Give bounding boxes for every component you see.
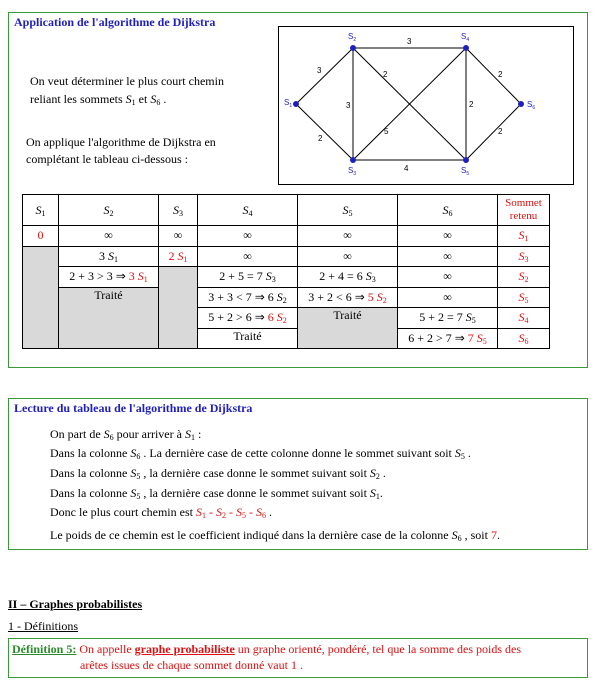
- svg-text:S6: $S_6$: [527, 100, 536, 111]
- node-s2: [350, 45, 356, 51]
- apply-text: [26, 134, 216, 168]
- subsection-heading: 1 - Définitions: [8, 619, 78, 633]
- header-sommet-retenu: Sommet retenu: [498, 195, 550, 226]
- svg-text:2: 2: [318, 134, 323, 143]
- lecture-line-1: On part de $S_6$ pour arriver à $S_1$ :: [50, 427, 202, 442]
- node-s6: [518, 101, 524, 107]
- lecture-title: Lecture du tableau de l'algorithme de Dijkstra: [14, 401, 253, 415]
- svg-text:2: 2: [498, 127, 503, 136]
- definition-label: Définition 5:: [12, 642, 77, 656]
- traite-s4: Traité: [198, 328, 298, 349]
- svg-text:4: 4: [404, 164, 409, 173]
- lecture-line-6: Le poids de ce chemin est le coefficient indiqué dans la dernière case de la colonne $S_6$ , soit 7.: [50, 528, 500, 543]
- table-row: 3 $S_1$ 2 $S_1$ ∞ ∞ ∞ $S_3$: [23, 246, 550, 267]
- node-s1: [293, 101, 299, 107]
- application-title: Application de l'algorithme de Dijkstra: [14, 15, 216, 29]
- lecture-line-4: Dans la colonne $S_5$ , la dernière case donne le sommet suivant soit $S_1$.: [50, 486, 383, 501]
- dijkstra-table: [22, 194, 550, 349]
- svg-text:2: 2: [498, 70, 503, 79]
- header-s2: $S_2$: [59, 195, 159, 226]
- apply-line-1: On applique l'algorithme de Dijkstra en: [26, 135, 216, 149]
- table-row: 0 ∞ ∞ ∞ ∞ ∞ $S_1$: [23, 226, 550, 247]
- svg-text:S3: $S_3$: [348, 166, 357, 177]
- traite-s5: Traité: [298, 308, 398, 349]
- table-row: Traité 6 + 2 > 7 ⇒ 7 $S_5$ $S_6$: [23, 328, 550, 349]
- node-s3: [350, 157, 356, 163]
- svg-text:S2: $S_2$: [348, 32, 357, 43]
- intro-text: [30, 72, 224, 112]
- header-s1: $S_1$: [23, 195, 59, 226]
- node-s5: [463, 157, 469, 163]
- lecture-line-3: Dans la colonne $S_5$ , la dernière case donne le sommet suivant soit $S_2$ .: [50, 466, 386, 481]
- definition-text: Définition 5: On appelle graphe probabiliste un graphe orienté, pondéré, tel que la somme des poids des arêtes issues de chaque sommet donné vaut 1 .: [12, 642, 522, 672]
- section-heading: II – Graphes probabilistes: [8, 597, 143, 611]
- svg-text:3: 3: [346, 101, 351, 110]
- lecture-line-2: Dans la colonne $S_6$ . La dernière case de cette colonne donne le sommet suivant soit $S_5$ .: [50, 446, 471, 461]
- apply-line-2: complétant le tableau ci-dessous :: [26, 152, 188, 166]
- svg-text:2: 2: [469, 100, 474, 109]
- traite-s2: Traité: [59, 287, 159, 349]
- svg-text:S4: $S_4$: [461, 32, 470, 43]
- header-s6: $S_6$: [398, 195, 498, 226]
- svg-text:2: 2: [383, 70, 388, 79]
- svg-text:3: 3: [317, 66, 322, 75]
- svg-text:5: 5: [384, 127, 389, 136]
- lecture-line-5: Donc le plus court chemin est $S_1 - S_2 - S_5 - S_6$ .: [50, 505, 272, 520]
- dijkstra-graph: [278, 26, 575, 186]
- intro-line-2: reliant les sommets $S_1$ et $S_6$ .: [30, 92, 167, 107]
- table-row: Traité 3 + 3 < 7 ⇒ 6 $S_2$ 3 + 2 < 6 ⇒ 5 $S_2$ ∞ $S_5$: [23, 287, 550, 308]
- table-row: 5 + 2 > 6 ⇒ 6 $S_2$ Traité 5 + 2 = 7 $S_5$ $S_4$: [23, 308, 550, 329]
- table-row: 2 + 3 > 3 ⇒ 3 $S_1$ 2 + 5 = 7 $S_3$ 2 + 4 = 6 $S_3$ ∞ $S_2$: [23, 267, 550, 288]
- table-header-row: [23, 195, 550, 226]
- svg-text:S1: $S_1$: [284, 98, 293, 109]
- intro-line-1: On veut déterminer le plus court chemin: [30, 74, 224, 88]
- node-s4: [463, 45, 469, 51]
- svg-text:3: 3: [407, 37, 412, 46]
- header-s3: $S_3$: [159, 195, 198, 226]
- header-s5: $S_5$: [298, 195, 398, 226]
- svg-text:S5: $S_5$: [461, 166, 470, 177]
- header-s4: $S_4$: [198, 195, 298, 226]
